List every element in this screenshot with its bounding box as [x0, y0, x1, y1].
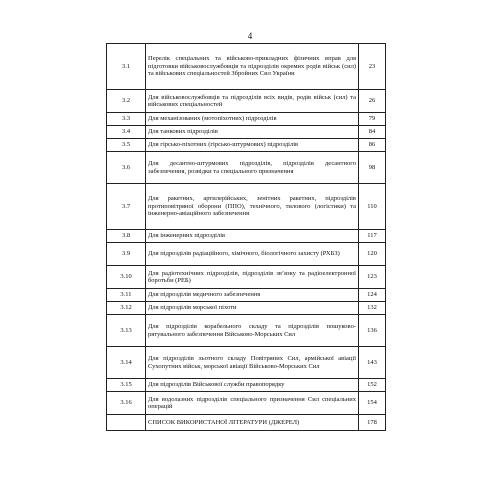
- toc-row: [107, 230, 386, 243]
- toc-page-number: 143: [359, 347, 386, 379]
- toc-page-number: 23: [359, 44, 386, 90]
- toc-row: [107, 347, 386, 379]
- toc-section-number: 3.6: [107, 152, 146, 184]
- toc-section-title: Для ракетних, артилерійських, зенітних ракетних, підрозділів протиповітряної оборони (ППО), технічного, тилового (логістики) та інженерно-авіаційного забезпечення: [146, 184, 359, 230]
- toc-empty-cell: [107, 415, 146, 431]
- toc-section-title: Для десантно-штурмових підрозділів, підрозділів десантного забезпечення, розвідки та спеціального призначення: [146, 152, 359, 184]
- toc-section-number: 3.5: [107, 139, 146, 152]
- toc-page-number: 123: [359, 266, 386, 289]
- toc-row: [107, 289, 386, 302]
- toc-row: [107, 152, 386, 184]
- toc-section-title: Для військовослужбовців та підрозділів всіх видів, родів військ (сил) та військових спеціальностей: [146, 90, 359, 113]
- toc-page-number: 124: [359, 289, 386, 302]
- table-of-contents: [106, 43, 386, 431]
- toc-section-number: 3.15: [107, 379, 146, 392]
- toc-section-number: 3.8: [107, 230, 146, 243]
- toc-section-title: Для танкових підрозділів: [146, 126, 359, 139]
- toc-section-title: Для підрозділів морської піхоти: [146, 302, 359, 315]
- toc-page-number: 110: [359, 184, 386, 230]
- toc-row: [107, 302, 386, 315]
- toc-section-title: Для підрозділів медичного забезпечення: [146, 289, 359, 302]
- toc-section-title: Для водолазних підрозділів спеціального призначення Сил спеціальних операцій: [146, 392, 359, 415]
- toc-page-number: 26: [359, 90, 386, 113]
- toc-section-title: Для інженерних підрозділів: [146, 230, 359, 243]
- toc-section-title: Для підрозділів льотного складу Повітряних Сил, армійської авіації Сухопутних військ, морської авіації Військово-Морських Сил: [146, 347, 359, 379]
- toc-row: [107, 266, 386, 289]
- toc-page-number: 79: [359, 113, 386, 126]
- toc-section-title: Для підрозділів корабельного складу та підрозділів пошуково-рятувального забезпечення Військово-Морських Сил: [146, 315, 359, 347]
- toc-section-number: 3.14: [107, 347, 146, 379]
- toc-references-row: [107, 415, 386, 431]
- toc-section-title: Для підрозділів Військової служби правопорядку: [146, 379, 359, 392]
- toc-row: [107, 139, 386, 152]
- toc-page-number: 132: [359, 302, 386, 315]
- toc-row: [107, 243, 386, 266]
- toc-row: [107, 184, 386, 230]
- toc-section-number: 3.16: [107, 392, 146, 415]
- toc-section-title: Для підрозділів радіаційного, хімічного, біологічного захисту (РХБЗ): [146, 243, 359, 266]
- toc-row: [107, 126, 386, 139]
- toc-page-number: 84: [359, 126, 386, 139]
- toc-page-number: 98: [359, 152, 386, 184]
- toc-row: [107, 113, 386, 126]
- toc-section-title: Для механізованих (мотопіхотних) підрозділів: [146, 113, 359, 126]
- toc-row: [107, 44, 386, 90]
- toc-section-number: 3.10: [107, 266, 146, 289]
- toc-section-number: 3.9: [107, 243, 146, 266]
- toc-row: [107, 90, 386, 113]
- toc-page-number: 178: [359, 415, 386, 431]
- toc-references-title: СПИСОК ВИКОРИСТАНОЇ ЛІТЕРАТУРИ (ДЖЕРЕЛ): [146, 415, 359, 431]
- toc-section-title: Для гірсько-піхотних (гірсько-штурмових) підрозділів: [146, 139, 359, 152]
- toc-section-number: 3.12: [107, 302, 146, 315]
- toc-section-number: 3.1: [107, 44, 146, 90]
- toc-row: [107, 392, 386, 415]
- toc-page-number: 117: [359, 230, 386, 243]
- toc-page-number: 154: [359, 392, 386, 415]
- toc-section-title: Для радіотехнічних підрозділів, підрозділів зв’язку та радіоелектронної боротьби (РЕБ): [146, 266, 359, 289]
- toc-section-title: Перелік спеціальних та військово-прикладних фізичних вправ для підготовки військовослужбовців та підрозділів окремих родів військ (сил) та військових спеціальностей Збройних Сил України: [146, 44, 359, 90]
- toc-row: [107, 315, 386, 347]
- toc-page-number: 152: [359, 379, 386, 392]
- toc-page-number: 86: [359, 139, 386, 152]
- toc-row: [107, 379, 386, 392]
- toc-section-number: 3.2: [107, 90, 146, 113]
- toc-page-number: 136: [359, 315, 386, 347]
- toc-section-number: 3.13: [107, 315, 146, 347]
- toc-section-number: 3.4: [107, 126, 146, 139]
- toc-section-number: 3.3: [107, 113, 146, 126]
- toc-page-number: 120: [359, 243, 386, 266]
- toc-section-number: 3.11: [107, 289, 146, 302]
- page-number: 4: [247, 31, 253, 41]
- toc-section-number: 3.7: [107, 184, 146, 230]
